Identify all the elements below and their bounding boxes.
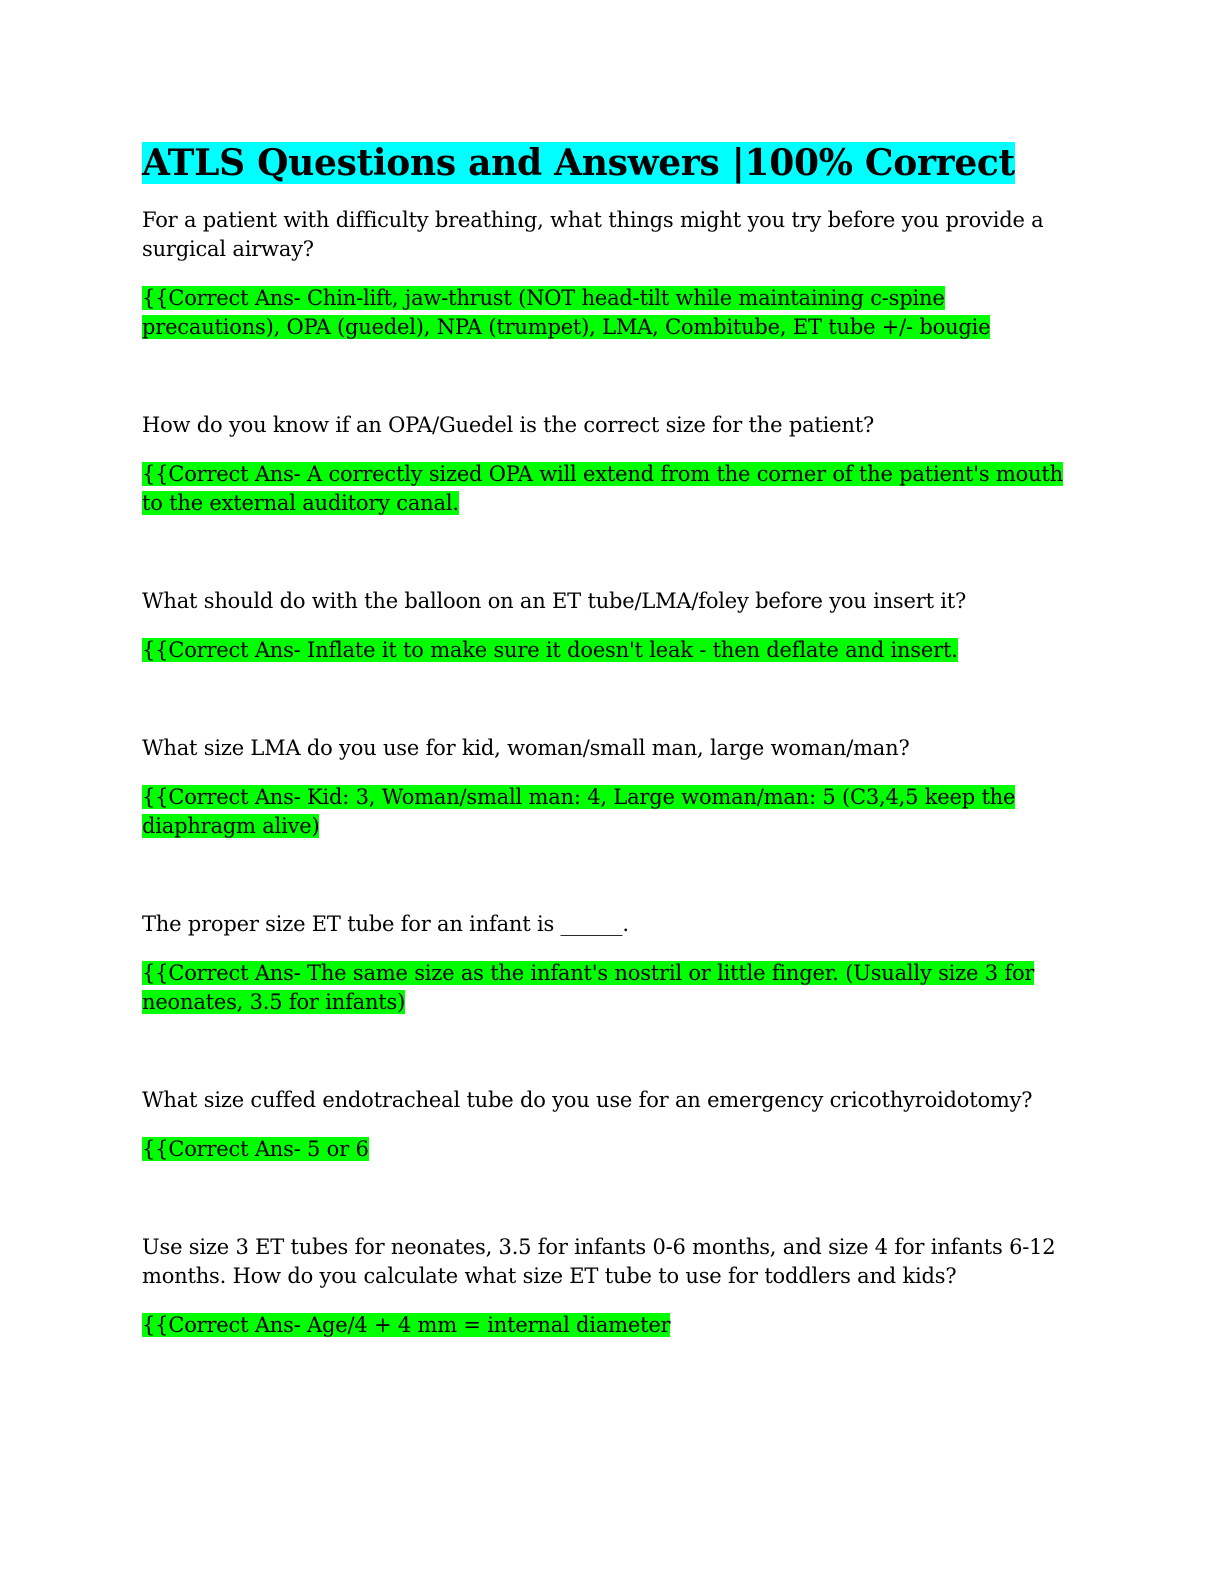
page-title — [142, 140, 1082, 186]
question-text: What should do with the balloon on an ET tube/LMA/foley before you insert it? — [142, 589, 967, 613]
answer-highlight: {{Correct Ans- Kid: 3, Woman/small man: 4, Large woman/man: 5 (C3,4,5 keep the diaphragm alive) — [142, 785, 1016, 838]
question-text: Use size 3 ET tubes for neonates, 3.5 for infants 0-6 months, and size 4 for infants 6-12 months. How do you calculate what size ET tube to use for toddlers and kids? — [142, 1235, 1056, 1288]
answer-text — [142, 636, 1082, 665]
answer-highlight: {{Correct Ans- A correctly sized OPA will extend from the corner of the patient's mouth to the external auditory canal. — [142, 462, 1063, 515]
answer-highlight: {{Correct Ans- Chin-lift, jaw-thrust (NOT head-tilt while maintaining c-spine precautions), OPA (guedel), NPA (trumpet), LMA, Combitube, ET tube +/- bougie — [142, 286, 991, 339]
answer-highlight: {{Correct Ans- The same size as the infant's nostril or little finger. (Usually size 3 for neonates, 3.5 for infants) — [142, 961, 1035, 1014]
qa-item-6 — [142, 1086, 1082, 1164]
answer-text — [142, 284, 1082, 342]
qa-item-5 — [142, 910, 1082, 1017]
spacer — [142, 841, 1082, 910]
spacer — [142, 342, 1082, 411]
spacer — [142, 1164, 1082, 1233]
qa-item-4 — [142, 734, 1082, 841]
question-text: What size cuffed endotracheal tube do you use for an emergency cricothyroidotomy? — [142, 1088, 1033, 1112]
answer-text — [142, 1135, 1082, 1164]
qa-item-2 — [142, 411, 1082, 518]
spacer — [142, 1017, 1082, 1086]
question-text: For a patient with difficulty breathing, what things might you try before you provide a surgical airway? — [142, 208, 1044, 261]
answer-text — [142, 959, 1082, 1017]
question-text: What size LMA do you use for kid, woman/small man, large woman/man? — [142, 736, 910, 760]
question-text: How do you know if an OPA/Guedel is the correct size for the patient? — [142, 413, 874, 437]
spacer — [142, 665, 1082, 734]
spacer — [142, 518, 1082, 587]
answer-highlight: {{Correct Ans- 5 or 6 — [142, 1137, 369, 1161]
title-text: ATLS Questions and Answers |100% Correct — [142, 142, 1015, 184]
answer-highlight: {{Correct Ans- Inflate it to make sure it doesn't leak - then deflate and insert. — [142, 638, 958, 662]
answer-text — [142, 460, 1082, 518]
qa-item-3 — [142, 587, 1082, 665]
answer-highlight: {{Correct Ans- Age/4 + 4 mm = internal diameter — [142, 1313, 671, 1337]
answer-text — [142, 1311, 1082, 1340]
qa-item-1 — [142, 206, 1082, 342]
qa-item-7 — [142, 1233, 1082, 1340]
answer-text — [142, 783, 1082, 841]
document-page — [142, 140, 1082, 1340]
question-text: The proper size ET tube for an infant is ______. — [142, 912, 629, 936]
